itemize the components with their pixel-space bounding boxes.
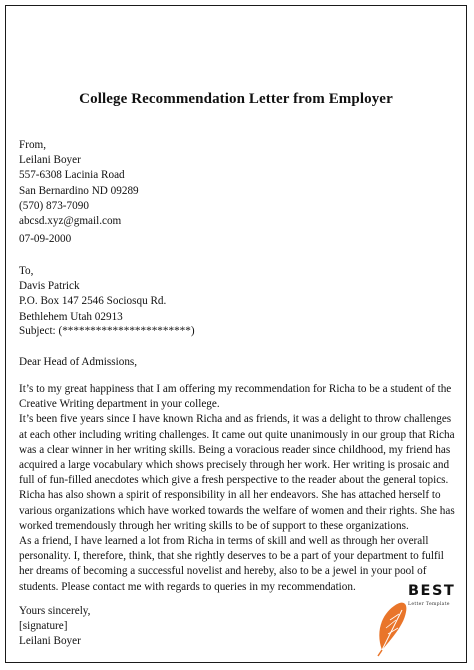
salutation: Dear Head of Admissions, bbox=[19, 356, 138, 368]
letter-page bbox=[5, 5, 467, 663]
sender-address-line-2: San Bernardino ND 09289 bbox=[19, 184, 139, 197]
body-line: personality. I, therefore, think, that she rightly deserves to be a part of your department to fulfil bbox=[19, 550, 444, 563]
best-letter-template-logo bbox=[368, 572, 458, 658]
body-line: full of fun-filled anecdotes which give a fresh perspective to the reader about the general topics. bbox=[19, 474, 449, 487]
closing-name: Leilani Boyer bbox=[19, 635, 81, 648]
recipient-address-line-2: Bethlehem Utah 02913 bbox=[19, 310, 123, 323]
body-line: students. Please contact me with regards to queries in my recommendation. bbox=[19, 580, 356, 593]
recipient-greeting: To, bbox=[19, 265, 34, 277]
logo-tagline: Letter Template bbox=[408, 602, 450, 607]
body-line: was a clear winner in her writing skills. Being a voracious reader since childhood, my friend has bbox=[19, 443, 451, 456]
logo-brand: BEST bbox=[408, 583, 456, 599]
body-line: at each other including writing challenges. It came out quite unanimously in our group that Richa bbox=[19, 428, 455, 441]
body-line: Creative Writing department in your college. bbox=[19, 398, 220, 411]
sender-email: abcsd.xyz@gmail.com bbox=[19, 215, 122, 228]
closing-line: Yours sincerely, bbox=[19, 605, 91, 617]
letter-date: 07-09-2000 bbox=[19, 233, 72, 245]
subject-line: Subject: (***********************) bbox=[19, 325, 195, 337]
subject-block bbox=[19, 324, 453, 339]
sender-name: Leilani Boyer bbox=[19, 154, 81, 167]
sender-phone: (570) 873-7090 bbox=[19, 199, 89, 212]
body-line: various organizations which have worked towards the welfare of women and their rights. She has bbox=[19, 504, 455, 517]
body-line: worked tremendously through her writing skills to be of support to these organizations. bbox=[19, 519, 409, 532]
body-line: It’s been five years since I have known Richa and as friends, it was a delight to throw challenges bbox=[19, 413, 452, 426]
letter-body bbox=[19, 382, 453, 595]
salutation-block bbox=[19, 355, 453, 370]
recipient-block bbox=[19, 264, 453, 325]
body-line: As a friend, I have learned a lot from Richa in terms of skill and well as through her overall bbox=[19, 535, 429, 548]
date-block bbox=[19, 232, 453, 247]
sender-address-line-1: 557-6308 Lacinia Road bbox=[19, 169, 125, 182]
body-line: It’s to my great happiness that I am offering my recommendation for Richa to be a student of the bbox=[19, 383, 452, 395]
body-line: Richa has also shown a spirit of responsibility in all her endeavors. She has attached herself to bbox=[19, 489, 441, 502]
recipient-address-line-1: P.O. Box 147 2546 Sociosqu Rd. bbox=[19, 295, 167, 308]
sender-block bbox=[19, 138, 453, 229]
recipient-name: Davis Patrick bbox=[19, 280, 80, 293]
sender-greeting: From, bbox=[19, 139, 47, 151]
body-line: acquired a large vocabulary which shows precisely through her work. Her writing is prosaic and bbox=[19, 459, 450, 472]
body-line: her dreams of becoming a successful novelist and hereby, also to be a jewel in your pool of bbox=[19, 565, 427, 578]
letter-title: College Recommendation Letter from Employer bbox=[79, 91, 393, 107]
signature-placeholder: [signature] bbox=[19, 620, 68, 633]
